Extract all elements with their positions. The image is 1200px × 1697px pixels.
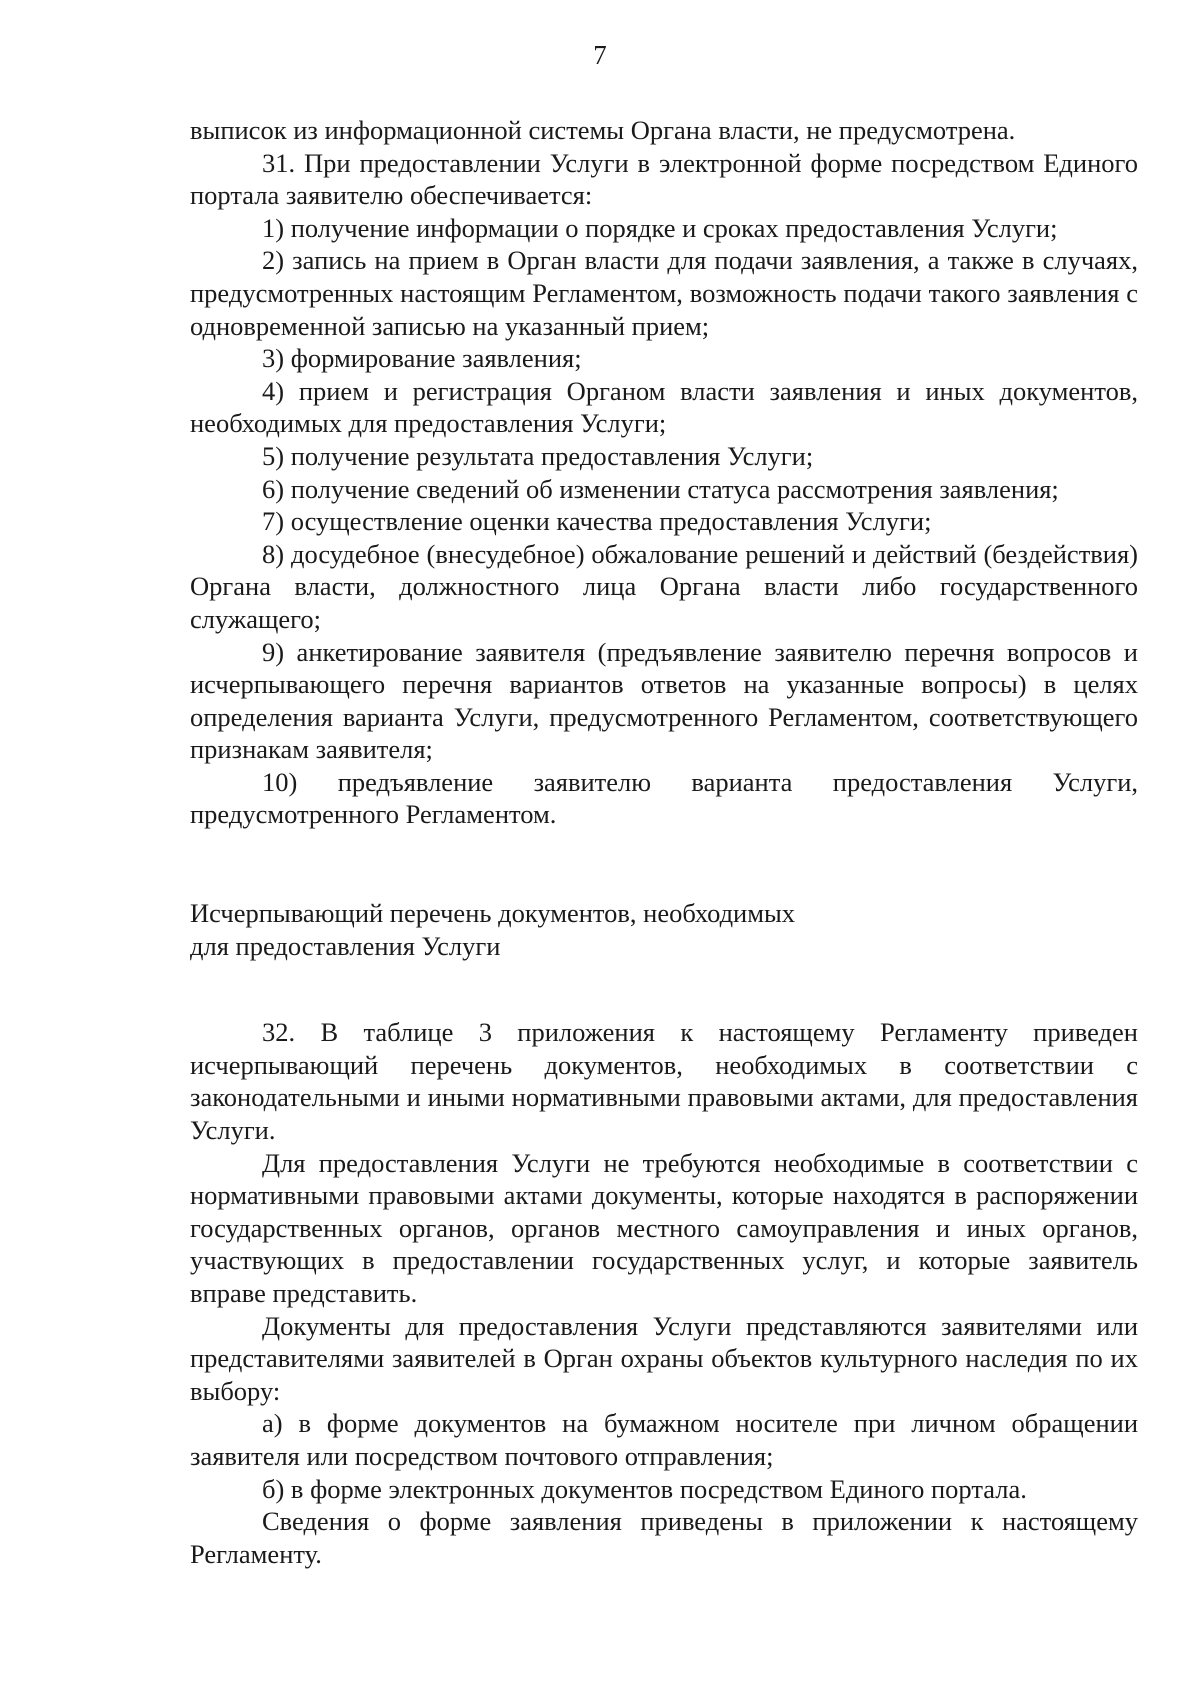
page-number: 7	[593, 40, 607, 70]
list-item: а) в форме документов на бумажном носителе при личном обращении заявителя или посредством почтового отправления;	[190, 1408, 1138, 1471]
document-body	[190, 114, 1138, 1570]
paragraph: Сведения о форме заявления приведены в приложении к настоящему Регламенту.	[190, 1506, 1138, 1569]
list-item: 4) прием и регистрация Органом власти заявления и иных документов, необходимых для предоставления Услуги;	[190, 375, 1138, 439]
paragraph: Документы для предоставления Услуги представляются заявителями или представителями заявителей в Орган охраны объектов культурного наследия по их выбору:	[190, 1310, 1138, 1406]
list-item: 2) запись на прием в Орган власти для подачи заявления, а также в случаях, предусмотренных настоящим Регламентом, возможность подачи такого заявления с одновременной записью на указанный прием;	[190, 245, 1138, 341]
list-item: 9) анкетирование заявителя (предъявление заявителю перечня вопросов и исчерпывающего перечня вариантов ответов на указанные вопросы) в целях определения варианта Услуги, предусмотренного Регламентом, соответствующего признакам заявителя;	[190, 636, 1138, 765]
list-item: 5) получение результата предоставления Услуги;	[262, 440, 814, 471]
list-item: 10) предъявление заявителю варианта предоставления Услуги, предусмотренного Регламентом.	[190, 766, 1138, 830]
list-item: 8) досудебное (внесудебное) обжалование решений и действий (бездействия) Органа власти, должностного лица Органа власти либо государственного служащего;	[190, 538, 1138, 634]
list-item: 6) получение сведений об изменении статуса рассмотрения заявления;	[262, 473, 1059, 504]
paragraph: 32. В таблице 3 приложения к настоящему Регламенту приведен исчерпывающий перечень документов, необходимых в соответствии с законодательными и иными нормативными правовыми актами, для предоставления Услуги.	[190, 1017, 1138, 1146]
list-item: б) в форме электронных документов посредством Единого портала.	[262, 1473, 1027, 1504]
heading-line: Исчерпывающий перечень документов, необходимых	[190, 898, 796, 929]
paragraph: 31. При предоставлении Услуги в электронной форме посредством Единого портала заявителю обеспечивается:	[190, 147, 1138, 211]
heading-line: для предоставления Услуги	[190, 930, 501, 961]
section-heading	[190, 897, 1138, 962]
list-item: 3) формирование заявления;	[262, 343, 582, 374]
list-item: 7) осуществление оценки качества предоставления Услуги;	[262, 506, 932, 537]
paragraph: выписок из информационной системы Органа власти, не предусмотрена.	[190, 115, 1016, 145]
paragraph: Для предоставления Услуги не требуются необходимые в соответствии с нормативными правовыми актами документы, которые находятся в распоряжении государственных органов, органов местного самоуправления и иных органов, участвующих в предоставлении государственных услуг, и которые заявитель вправе представить.	[190, 1147, 1138, 1308]
list-item: 1) получение информации о порядке и сроках предоставления Услуги;	[262, 212, 1058, 243]
